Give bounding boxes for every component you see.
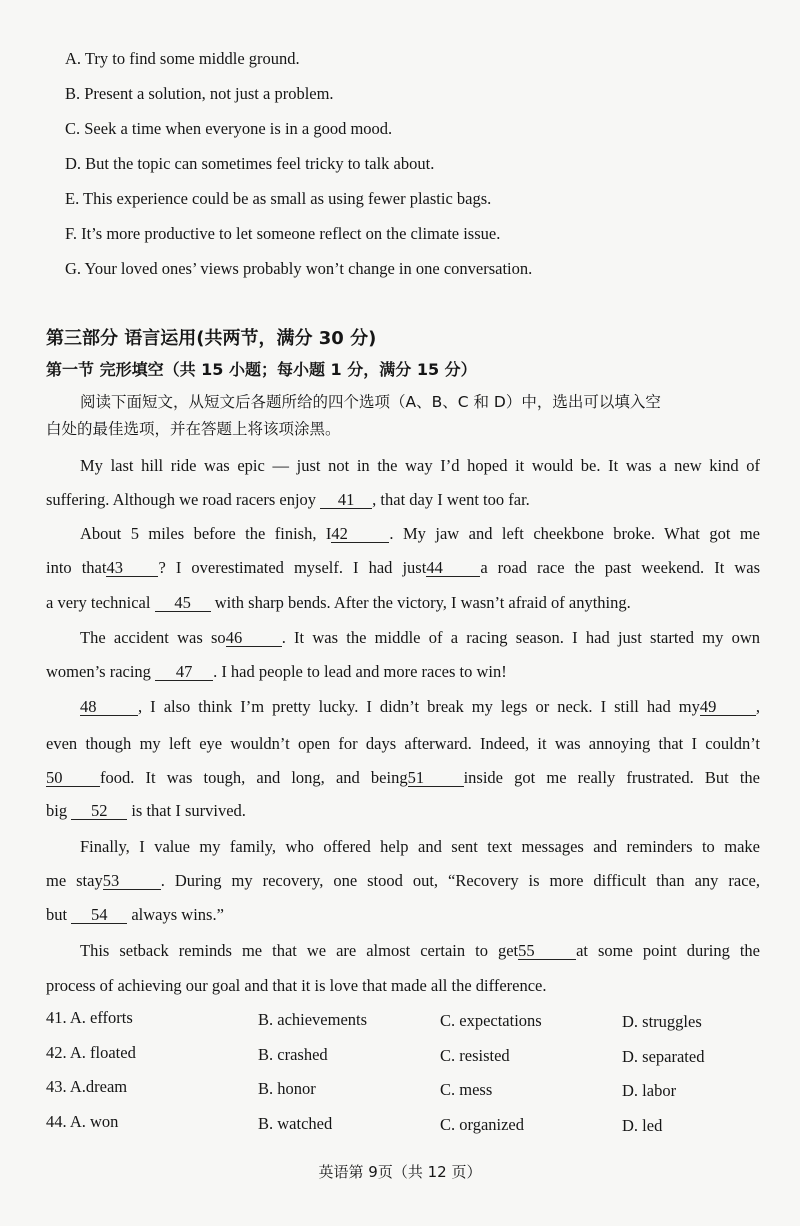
blank-53: 53: [103, 872, 161, 890]
question-42-option-d: D. separated: [622, 1047, 705, 1066]
passage-line: process of achieving our goal and that it is love that made all the difference.: [46, 976, 547, 995]
option-a: A. Try to find some middle ground.: [65, 49, 300, 68]
question-42: 42. A. floated: [46, 1043, 136, 1062]
passage-line: suffering. Although we road racers enjoy 41 , that day I went too far.: [46, 490, 530, 509]
blank-49: 49: [700, 698, 756, 716]
question-44-option-c: C. organized: [440, 1115, 525, 1134]
question-41-option-b: B. achievements: [258, 1010, 368, 1029]
passage-line: into that43 ? I overestimated myself. I had just44 a road race the past weekend. It was: [46, 558, 760, 577]
question-44-option-b: B. watched: [258, 1114, 333, 1133]
blank-50: 50: [46, 769, 100, 787]
passage-line: 48 , I also think I’m pretty lucky. I didn’t break my legs or neck. I still had my49 ,: [80, 697, 760, 716]
section-title: 第三部分 语言运用(共两节，满分 30 分): [46, 328, 377, 349]
option-e: E. This experience could be as small as using fewer plastic bags.: [65, 189, 492, 208]
option-c: C. Seek a time when everyone is in a good mood.: [65, 119, 393, 138]
blank-42: 42: [331, 525, 389, 543]
blank-47: 47: [155, 663, 213, 681]
blank-54: 54: [71, 906, 127, 924]
question-43-option-b: B. honor: [258, 1079, 316, 1098]
passage-line: me stay53 . During my recovery, one stood out, “Recovery is more difficult than any race,: [46, 871, 760, 890]
passage-line: The accident was so46 . It was the middle of a racing season. I had just started my own: [80, 628, 760, 647]
question-42-option-b: B. crashed: [258, 1045, 328, 1064]
question-44-option-d: D. led: [622, 1116, 663, 1135]
question-44: 44. A. won: [46, 1112, 119, 1131]
blank-52: 52: [71, 802, 127, 820]
passage-line: a very technical 45 with sharp bends. After the victory, I wasn’t afraid of anything.: [46, 593, 631, 612]
passage-line: This setback reminds me that we are almost certain to get55 at some point during the: [80, 941, 760, 960]
instruction-line-2: 白处的最佳选项，并在答题上将该项涂黑。: [46, 420, 341, 438]
question-43-option-c: C. mess: [440, 1080, 493, 1099]
blank-46: 46: [226, 629, 282, 647]
page-footer: 英语第 9页（共 12 页）: [318, 1163, 482, 1181]
blank-44: 44: [426, 559, 480, 577]
question-43-option-d: D. labor: [622, 1081, 677, 1100]
option-f: F. It’s more productive to let someone reflect on the climate issue.: [65, 224, 501, 243]
blank-55: 55: [518, 942, 576, 960]
subsection-title: 第一节 完形填空（共 15 小题；每小题 1 分，满分 15 分）: [46, 360, 477, 379]
passage-line: 50 food. It was tough, and long, and being51 inside got me really frustrated. But the: [46, 768, 760, 787]
blank-43: 43: [106, 559, 158, 577]
option-b: B. Present a solution, not just a problem.: [65, 84, 334, 103]
question-43: 43. A.dream: [46, 1077, 128, 1096]
question-41-option-d: D. struggles: [622, 1012, 702, 1031]
blank-41: 41: [320, 491, 372, 509]
question-41: 41. A. efforts: [46, 1008, 133, 1027]
passage-line: but 54 always wins.”: [46, 905, 224, 924]
instruction-line-1: 阅读下面短文，从短文后各题所给的四个选项（A、B、C 和 D）中，选出可以填入空: [80, 393, 661, 411]
passage-line: About 5 miles before the finish, I42 . My jaw and left cheekbone broke. What got me: [80, 524, 761, 543]
passage-line: women’s racing 47 . I had people to lead and more races to win!: [46, 662, 507, 681]
option-g: G. Your loved ones’ views probably won’t change in one conversation.: [65, 259, 533, 278]
passage-line: even though my left eye wouldn’t open for days afterward. Indeed, it was annoying that I couldn’t: [46, 734, 760, 753]
passage-line: My last hill ride was epic — just not in the way I’d hoped it would be. It was a new kind of: [80, 456, 760, 475]
question-41-option-c: C. expectations: [440, 1011, 542, 1030]
blank-45: 45: [155, 594, 211, 612]
passage-line: Finally, I value my family, who offered help and sent text messages and reminders to make: [80, 837, 760, 856]
question-42-option-c: C. resisted: [440, 1046, 510, 1065]
blank-48: 48: [80, 698, 138, 716]
passage-line: big 52 is that I survived.: [46, 801, 246, 820]
option-d: D. But the topic can sometimes feel tricky to talk about.: [65, 154, 435, 173]
blank-51: 51: [408, 769, 464, 787]
